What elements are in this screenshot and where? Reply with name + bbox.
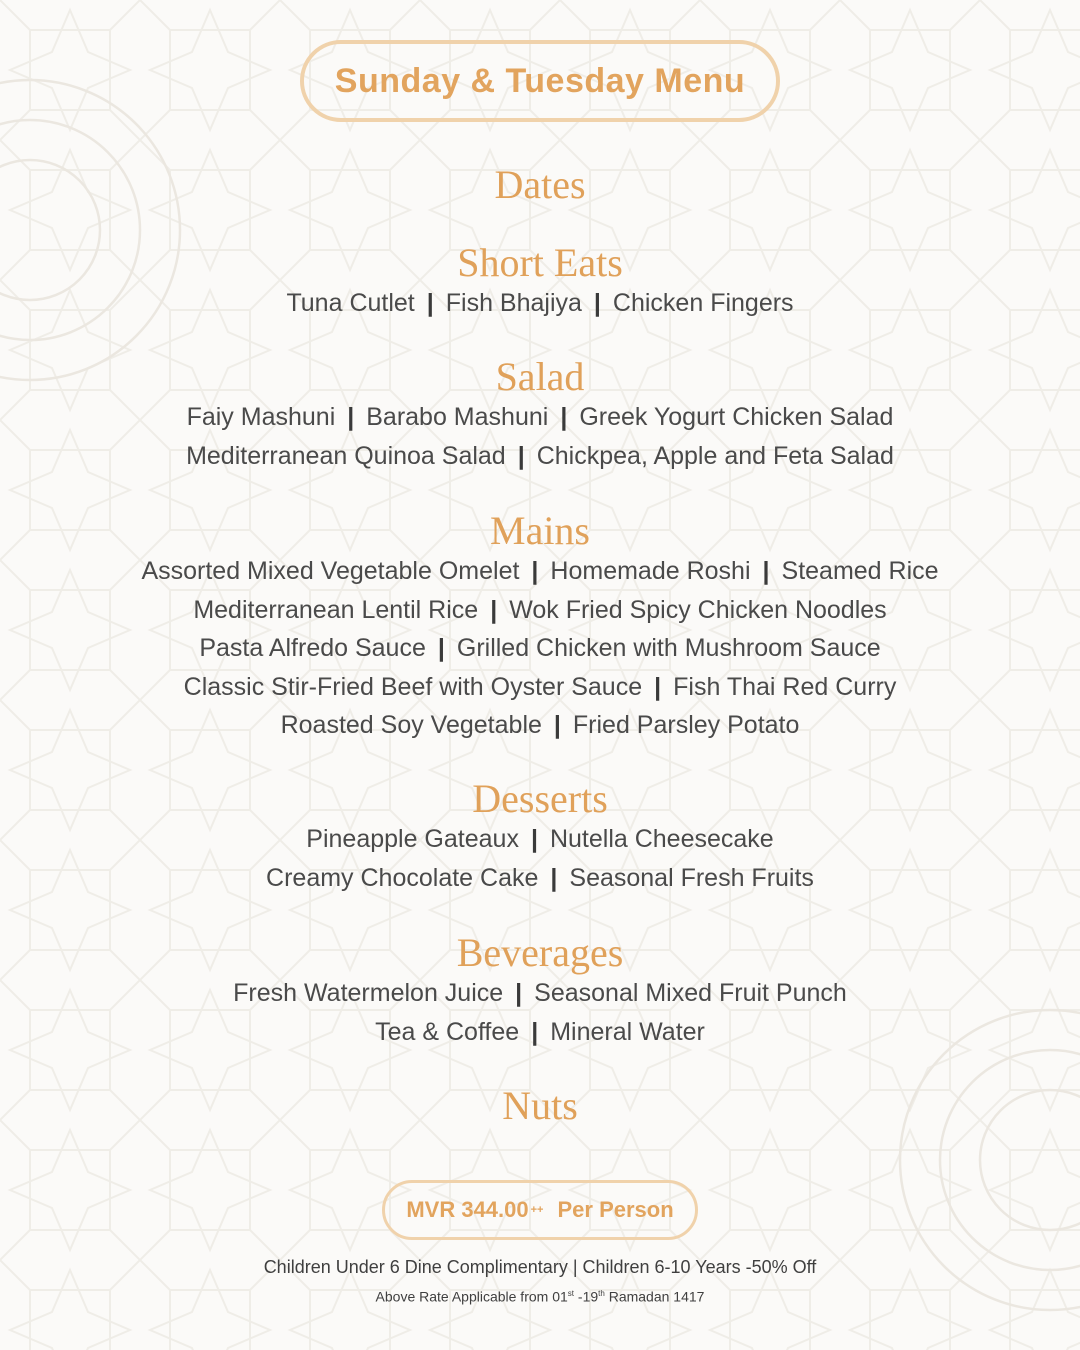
menu-line	[0, 593, 1080, 627]
section-heading-desserts: Desserts	[472, 776, 608, 821]
menu-item: Pineapple Gateaux	[306, 825, 519, 853]
menu-item: Pasta Alfredo Sauce	[199, 634, 426, 662]
menu-line	[0, 670, 1080, 704]
menu-item: Creamy Chocolate Cake	[266, 863, 539, 892]
item-separator: |	[762, 557, 770, 585]
menu-item: Chickpea, Apple and Feta Salad	[536, 441, 894, 470]
menu-item: Mediterranean Lentil Rice	[193, 595, 479, 624]
menu-item: Steamed Rice	[781, 557, 939, 585]
menu-line	[0, 1015, 1080, 1049]
menu-item: Wok Fried Spicy Chicken Noodles	[509, 595, 887, 624]
menu-item: Barabo Mashuni	[366, 403, 549, 431]
menu-item: Faiy Mashuni	[186, 403, 336, 431]
menu-line	[0, 861, 1080, 895]
menu-item: Tuna Cutlet	[286, 289, 415, 317]
menu-item: Homemade Roshi	[550, 557, 751, 585]
menu-item: Seasonal Fresh Fruits	[569, 863, 814, 892]
menu-line	[0, 708, 1080, 742]
menu-line	[0, 822, 1080, 856]
menu-line	[0, 554, 1080, 588]
item-separator: |	[531, 557, 539, 585]
item-separator: |	[593, 289, 601, 317]
menu-title: Sunday & Tuesday Menu	[334, 61, 746, 100]
item-separator: |	[426, 289, 434, 317]
item-separator: |	[347, 403, 355, 431]
item-separator: |	[560, 403, 568, 431]
section-heading-short-eats: Short Eats	[457, 240, 623, 285]
section-heading-salad: Salad	[495, 354, 585, 399]
section-heading-mains: Mains	[490, 508, 590, 553]
section-heading-nuts: Nuts	[502, 1083, 578, 1128]
item-separator: |	[437, 634, 445, 662]
price-superscript: ++	[530, 1204, 544, 1216]
item-separator: |	[654, 672, 662, 701]
menu-item: Grilled Chicken with Mushroom Sauce	[456, 634, 881, 662]
menu-line	[0, 631, 1080, 665]
menu-item: Fish Bhajiya	[445, 289, 582, 317]
menu-line	[0, 976, 1080, 1010]
item-separator: |	[490, 595, 498, 624]
menu-line	[0, 439, 1080, 473]
menu-item: Roasted Soy Vegetable	[280, 711, 542, 739]
price-amount: MVR 344.00	[406, 1197, 529, 1222]
price-per-label: Per Person	[557, 1197, 674, 1222]
menu-item: Nutella Cheesecake	[549, 825, 774, 853]
menu-item: Fried Parsley Potato	[572, 711, 800, 739]
menu-item: Assorted Mixed Vegetable Omelet	[141, 557, 520, 585]
menu-item: Classic Stir-Fried Beef with Oyster Sauce	[183, 672, 643, 701]
item-separator: |	[530, 825, 538, 853]
menu-item: Fresh Watermelon Juice	[233, 979, 504, 1007]
menu-item: Seasonal Mixed Fruit Punch	[534, 979, 847, 1007]
menu-title-pill	[300, 40, 780, 122]
menu-item: Mediterranean Quinoa Salad	[186, 441, 506, 470]
menu-line	[0, 286, 1080, 320]
item-separator: |	[515, 979, 523, 1007]
menu-item: Tea & Coffee	[375, 1017, 520, 1046]
section-heading-beverages: Beverages	[456, 930, 624, 975]
children-note: Children Under 6 Dine Complimentary | Children 6-10 Years -50% Off	[263, 1257, 817, 1277]
item-separator: |	[550, 863, 558, 892]
menu-item: Greek Yogurt Chicken Salad	[579, 403, 894, 431]
section-heading-dates: Dates	[494, 162, 586, 207]
menu-item: Mineral Water	[550, 1017, 705, 1046]
item-separator: |	[517, 441, 525, 470]
menu-item: Fish Thai Red Curry	[673, 672, 897, 701]
rate-note: Above Rate Applicable from 01st -19th Ramadan 1417	[375, 1288, 705, 1305]
menu-line	[0, 400, 1080, 434]
price-pill	[382, 1180, 698, 1240]
menu-item: Chicken Fingers	[612, 289, 794, 317]
item-separator: |	[531, 1017, 539, 1046]
item-separator: |	[553, 711, 561, 739]
